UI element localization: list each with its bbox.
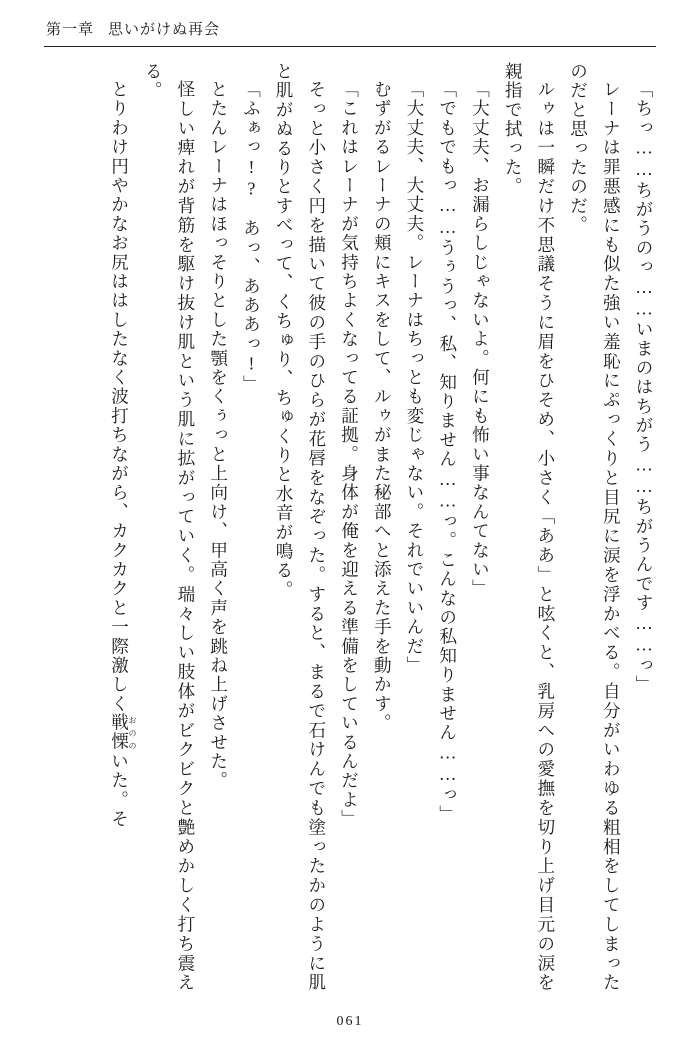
paragraph: むずがるレーナの頬にキスをして、ルゥがまた秘部へと添えた手を動かす。 bbox=[372, 79, 393, 733]
paragraph: 「でもでもっ……うぅうっ、私、知りません……っ。こんなの私知りません……っ」 bbox=[437, 79, 458, 824]
chapter-number: 第一章 bbox=[46, 22, 95, 38]
paragraph: 「大丈夫、お漏らしじゃないよ。何にも怖い事なんてない」 bbox=[470, 79, 491, 598]
paragraph: レーナは罪悪感にも似た強い羞恥にぷっくりと目尻に涙を浮かべる。自分がいわゆる粗相をしてしまったのだと思ったのだ。 bbox=[568, 62, 622, 992]
header-divider bbox=[44, 46, 656, 47]
ruby-annotation bbox=[109, 713, 137, 752]
running-header bbox=[46, 18, 220, 39]
paragraph-with-ruby: とりわけ円やかなお尻ははしたなく波打ちながら、カクカクと一際激しく戦慄おののいた。そ bbox=[109, 79, 137, 829]
paragraph: 怪しい痺れが背筋を駆け抜け肌という肌に拡がっていく。瑞々しい肢体がビクビクと艶めかしく打ち震える。 bbox=[143, 62, 196, 992]
paragraph: 「大丈夫、大丈夫。レーナはちっとも変じゃない。それでいいんだ」 bbox=[404, 79, 425, 675]
chapter-title: 思いがけぬ再会 bbox=[108, 22, 221, 38]
ruby-base: 戦慄 bbox=[109, 713, 130, 752]
page-number: 061 bbox=[336, 1014, 364, 1029]
paragraph: とたんレーナはほっそりとした顎をくぅっと上向け、甲高く声を跳ね上げさせた。 bbox=[208, 79, 229, 790]
paragraph: 「これはレーナが気持ちよくなってる証拠。身体が俺を迎える準備をしているんだよ」 bbox=[339, 79, 360, 829]
ruby-reading: おのの bbox=[128, 713, 137, 752]
paragraph: 「ふぁっ!? あっ、あああっ!」 bbox=[241, 79, 262, 394]
paragraph: 「ちっ……ちがうのっ……いまのはちがう……ちがうんです……っ」 bbox=[634, 79, 654, 694]
page-body-text bbox=[40, 62, 660, 992]
paragraph: ルゥは一瞬だけ不思議そうに眉をひそめ、小さく「ああ」と呟くと、乳房への愛撫を切り上げ目元の涙を親指で拭った。 bbox=[503, 62, 556, 992]
paragraph: そっと小さく円を描いて彼の手のひらが花唇をなぞった。すると、まるで石けんでも塗ったかのように肌と肌がぬるりとすべって、くちゅり、ちゅくりと水音が鳴る。 bbox=[274, 62, 327, 992]
